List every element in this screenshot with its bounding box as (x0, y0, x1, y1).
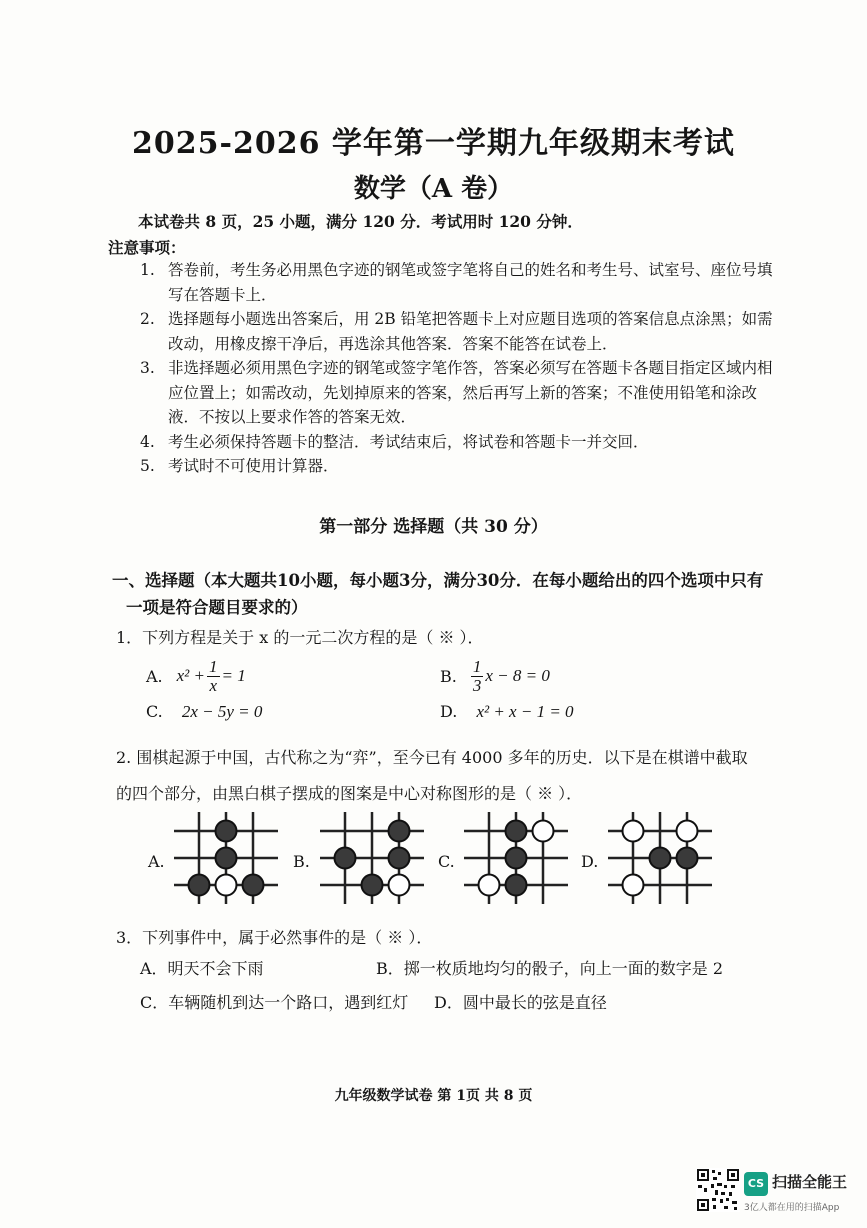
black-stone (677, 848, 698, 869)
exam-subtitle: 数学（A 卷） (353, 174, 514, 204)
black-stone (216, 848, 237, 869)
question-1-stem: 1．下列方程是关于 x 的一元二次方程的是（ ※ ）． (116, 628, 484, 647)
white-stone (389, 875, 410, 896)
notice-text: 考生必须保持答题卡的整洁．考试结束后，将试卷和答题卡一并交回． (168, 432, 649, 451)
q1-option-b (440, 658, 550, 694)
black-stone (243, 875, 264, 896)
black-stone (389, 848, 410, 869)
math-term: x² + x − 1 = 0 (476, 702, 574, 721)
section-heading (112, 567, 772, 621)
black-stone (506, 821, 527, 842)
question-2-stem-line1: 2. 围棋起源于中国，古代称之为“弈”，至今已有 4000 多年的历史．以下是在棋谱中截取 (116, 748, 748, 767)
qr-code-icon (696, 1168, 740, 1212)
notice-item (140, 258, 780, 307)
page-footer: 九年级数学试卷 第 1页 共 8 页 (334, 1088, 533, 1104)
white-stone (216, 875, 237, 896)
notice-number: 4. (140, 432, 155, 451)
part-one-heading: 第一部分 选择题（共 30 分） (319, 517, 548, 537)
notice-number: 2. (140, 310, 155, 328)
option-label: A. (146, 666, 163, 686)
black-stone (506, 875, 527, 896)
notice-item (140, 356, 780, 430)
go-board-b (316, 808, 428, 908)
question-2-stem (116, 740, 776, 812)
go-board-d (604, 808, 716, 908)
black-stone (650, 848, 671, 869)
notice-number: 1. (140, 261, 155, 279)
black-stone (389, 821, 410, 842)
q1-option-d (440, 702, 574, 722)
notice-list (140, 258, 780, 479)
exam-title: 2025-2026 学年第一学期九年级期末考试 (132, 126, 735, 161)
exam-intro: 本试卷共 8 页，25 小题，满分 120 分．考试用时 120 分钟． (138, 212, 583, 231)
notice-text: 非选择题必须用黑色字迹的钢笔或签字笔作答，答案必须写在答题卡各题目指定区域内相应位置上；如需改动，先划掉原来的答案，然后再写上新的答案；不准使用铅笔和涂改液．不按以上要求作答的答案无效． (168, 359, 773, 426)
scanner-slogan: 3亿人都在用的扫描App (744, 1203, 840, 1213)
q3-option-d: D．圆中最长的弦是直径 (434, 993, 607, 1012)
scanner-app-name: 扫描全能王 (772, 1173, 848, 1191)
white-stone (623, 875, 644, 896)
notice-number: 3. (140, 359, 155, 377)
notice-item (140, 307, 780, 356)
math-term: x − 8 = 0 (485, 666, 550, 685)
option-label: D. (440, 702, 458, 721)
q3-option-a: A．明天不会下雨 (140, 959, 264, 978)
fraction-numerator: 1 (472, 656, 482, 676)
notice-item (140, 454, 780, 479)
fraction (471, 658, 484, 695)
math-term: 2x − 5y = 0 (181, 702, 263, 721)
white-stone (479, 875, 500, 896)
q3-option-b: B．掷一枚质地均匀的骰子，向上一面的数字是 2 (376, 959, 724, 978)
q1-option-c (146, 702, 262, 722)
notice-number: 5. (140, 457, 155, 475)
section-heading-line1: 一、选择题（本大题共10小题，每小题3分，满分30分．在每小题给出的四个选项中只有 (112, 571, 764, 590)
fraction-denominator: x (209, 675, 218, 695)
black-stone (189, 875, 210, 896)
white-stone (677, 821, 698, 842)
board-a-label: A. (148, 852, 165, 871)
fraction (207, 658, 220, 695)
fraction-numerator: 1 (209, 656, 218, 676)
math-term: = 1 (221, 666, 246, 685)
section-heading-line2: 一项是符合题目要求的） (126, 598, 308, 617)
q1-option-a (146, 658, 246, 694)
math-term: x² + (176, 666, 206, 685)
go-board-a (170, 808, 282, 908)
scanner-logo-icon: CS (744, 1172, 768, 1196)
board-c-label: C. (438, 852, 455, 871)
option-label: B. (440, 666, 457, 686)
notice-text: 答卷前，考生务必用黑色字迹的钢笔或签字笔将自己的姓名和考生号、试室号、座位号填写在答题卡上． (168, 261, 773, 304)
black-stone (335, 848, 356, 869)
fraction-denominator: 3 (472, 675, 482, 695)
question-3-stem: 3．下列事件中，属于必然事件的是（ ※ ）． (116, 928, 433, 947)
white-stone (533, 821, 554, 842)
black-stone (362, 875, 383, 896)
notice-text: 考试时不可使用计算器． (168, 457, 339, 475)
white-stone (623, 821, 644, 842)
black-stone (216, 821, 237, 842)
black-stone (506, 848, 527, 869)
board-b-label: B. (293, 852, 310, 871)
notice-text: 选择题每小题选出答案后，用 2B 铅笔把答题卡上对应题目选项的答案信息点涂黑；如需改动，用橡皮擦干净后，再选涂其他答案．答案不能答在试卷上． (168, 310, 773, 353)
board-d-label: D. (581, 852, 599, 871)
notice-heading: 注意事项： (108, 238, 186, 257)
question-2-stem-line2: 的四个部分，由黑白棋子摆成的图案是中心对称图形的是（ ※ ）． (116, 784, 583, 803)
go-board-c (460, 808, 572, 908)
notice-item (140, 430, 780, 455)
q3-option-c: C．车辆随机到达一个路口，遇到红灯 (140, 993, 409, 1012)
option-label: C. (146, 702, 163, 721)
